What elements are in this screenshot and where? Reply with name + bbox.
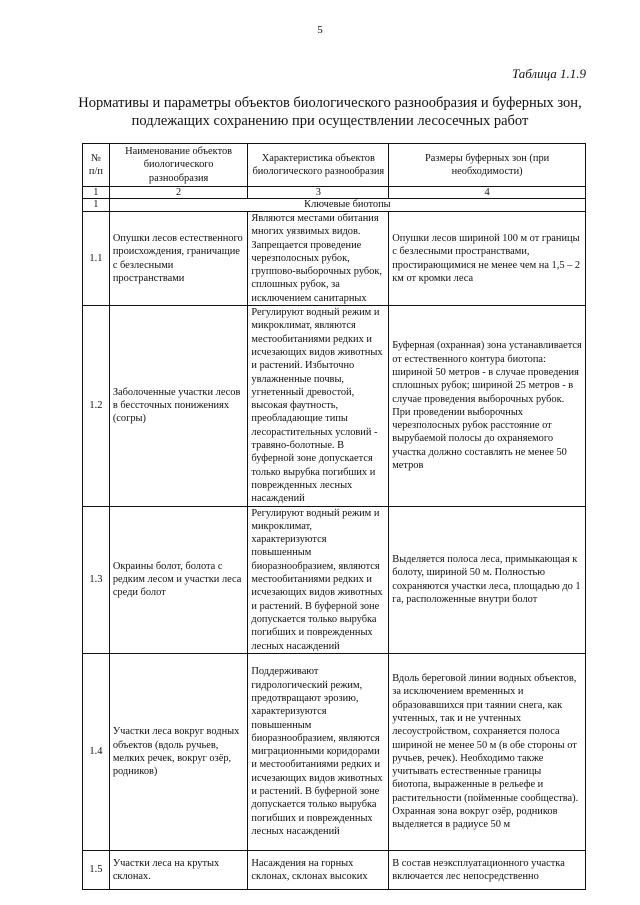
header-object-name: Наименование объектов биологического разнообразия [109,144,248,187]
section-row [83,199,586,212]
characteristic-cell: Регулируют водный режим и микроклимат, характеризуются повышенным биоразнообразием, являются местообитаниями редких и исчезающих видов животных и растений. В буферной зоне допускается только вырубка погибших и поврежденных лесных насаждений [248,506,389,653]
column-number: 4 [389,187,586,199]
column-number-row [83,187,586,199]
row-number: 1.4 [83,653,110,850]
table-row [83,506,586,653]
buffer-size-cell: Буферная (охранная) зона устанавливается от естественного контура биотопа: шириной 50 метров - в случае проведения сплошных рубок; шириной 25 метров - в случае проведения выборочных рубок. При проведении выборочных черезполосных рубок расстояние от вырубаемой полосы до охраняемого участка должно составлять не менее 50 метров [389,306,586,506]
header-number: № п/п [83,144,110,187]
table-label: Таблица 1.1.9 [511,66,586,81]
row-number: 1.1 [83,212,110,306]
characteristic-cell: Регулируют водный режим и микроклимат, являются местообитаниями редких и исчезающих видов животных и растений. Избыточно увлажненные почвы, угнетенный древостой, высокая фаутность, преобладающие типы лесорастительных условий - травяно-болотные. В буферной зоне допускается только вырубка погибших и поврежденных лесных насаждений [248,306,389,506]
header-characteristic: Характеристика объектов биологического разнообразия [248,144,389,187]
object-name-cell: Участки леса вокруг водных объектов (вдоль ручьев, мелких речек, вокруг озёр, родников) [109,653,248,850]
page-number: 5 [317,24,323,36]
row-number: 1.5 [83,850,110,889]
table-row [83,850,586,889]
buffer-size-cell: В состав неэксплуатационного участка включается лес непосредственно [389,850,586,889]
row-number: 1.3 [83,506,110,653]
table-row [83,653,586,850]
object-name-cell: Заболоченные участки лесов в бессточных понижениях (согры) [109,306,248,506]
characteristic-cell: Являются местами обитания многих уязвимых видов. Запрещается проведение черезполосных рубок, группово-выборочных рубок, сплошных рубок, за исключением санитарных [248,212,389,306]
column-number: 2 [109,187,248,199]
object-name-cell: Участки леса на крутых склонах. [109,850,248,889]
table-row [83,212,586,306]
column-number: 1 [83,187,110,199]
characteristic-cell: Поддерживают гидрологический режим, предотвращают эрозию, характеризуются повышенным биоразнообразием, являются миграционными коридорами и местообитаниями редких и исчезающих видов животных и растений. В буферной зоне допускается только вырубка погибших и поврежденных лесных насаждений [248,653,389,850]
row-number: 1.2 [83,306,110,506]
object-name-cell: Опушки лесов естественного происхождения, граничащие с безлесными пространствами [109,212,248,306]
object-name-cell: Окраины болот, болота с редким лесом и участки леса среди болот [109,506,248,653]
buffer-size-cell: Опушки лесов шириной 100 м от границы с безлесными пространствами, простирающимися не менее чем на 1,5 – 2 км от кромки леса [389,212,586,306]
document-title: Нормативы и параметры объектов биологического разнообразия и буферных зон, подлежащих сохранению при осуществлении лесосечных работ [78,95,582,129]
table-header-row [83,144,586,187]
table-row [83,306,586,506]
buffer-size-cell: Выделяется полоса леса, примыкающая к болоту, шириной 50 м. Полностью сохраняются участки леса, площадью до 1 га, расположенные внутри болот [389,506,586,653]
column-number: 3 [248,187,389,199]
section-number: 1 [83,199,110,212]
section-title: Ключевые биотопы [109,199,585,212]
characteristic-cell: Насаждения на горных склонах, склонах высоких [248,850,389,889]
header-buffer-size: Размеры буферных зон (при необходимости) [389,144,586,187]
buffer-size-cell: Вдоль береговой линии водных объектов, за исключением временных и образовавшихся при таянии снега, как учтенных, так и не учтенных лесоустройством, сохраняется полоса шириной не менее 50 м (в обе стороны от ручьев, речек). Необходимо также учитывать естественные границы биотопа, выраженные в рельефе и растительности (пойменные сообщества). Охранная зона вокруг озёр, родников выделяется в радиусе 50 м [389,653,586,850]
norms-table [82,143,586,890]
